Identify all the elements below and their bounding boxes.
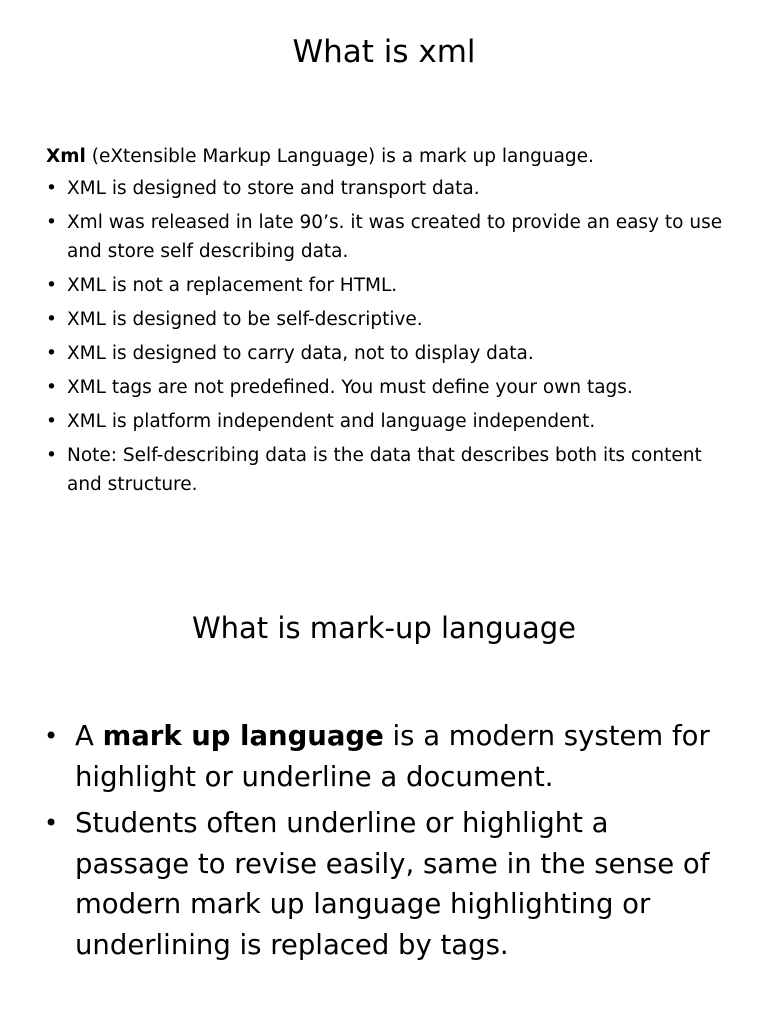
list-item-prefix: A [75,720,103,752]
list-item-text: XML tags are not predefined. You must define your own tags. [67,377,633,398]
list-item-text: Note: Self-describing data is the data that describes both its content and structure. [67,445,702,495]
xml-intro-bold: Xml [46,146,86,167]
list-item [46,407,736,436]
xml-intro [46,142,736,171]
list-item [44,803,724,965]
list-item-text: XML is designed to store and transport data. [67,178,480,199]
list-item [46,305,736,334]
list-item-text: Xml was released in late 90’s. it was created to provide an easy to use and store self describing data. [67,212,723,262]
list-item [46,441,736,499]
list-item [46,174,736,203]
list-item-text: XML is not a replacement for HTML. [67,275,398,296]
list-item [46,208,736,266]
list-item [44,716,724,797]
bullet-icon: • [46,411,57,432]
bullet-icon: • [46,178,57,199]
bullet-icon: • [46,309,57,330]
bullet-icon: • [44,722,59,750]
list-item-bold: mark up language [102,720,384,752]
list-item [46,373,736,402]
section-title-markup: What is mark-up language [191,611,577,645]
bullet-icon: • [46,212,57,233]
bullet-icon: • [46,343,57,364]
markup-bullet-list [44,716,724,965]
list-item [46,271,736,300]
markup-content [44,716,724,971]
bullet-icon: • [46,377,57,398]
list-item [46,339,736,368]
list-item-text: Students often underline or highlight a passage to revise easily, same in the sense of modern mark up language highlighting or underlining is replaced by tags. [75,807,710,961]
list-item-text: XML is designed to be self-descriptive. [67,309,423,330]
xml-intro-text: (eXtensible Markup Language) is a mark up language. [85,146,594,167]
xml-content [46,142,736,504]
bullet-icon: • [44,809,59,837]
xml-bullet-list [46,174,736,499]
list-item-text: is a modern system for highlight or underline a document. [75,720,710,793]
bullet-icon: • [46,275,57,296]
list-item-text: XML is designed to carry data, not to display data. [67,343,534,364]
list-item-text: XML is platform independent and language independent. [67,411,596,432]
section-title-xml: What is xml [292,34,476,70]
bullet-icon: • [46,445,57,466]
